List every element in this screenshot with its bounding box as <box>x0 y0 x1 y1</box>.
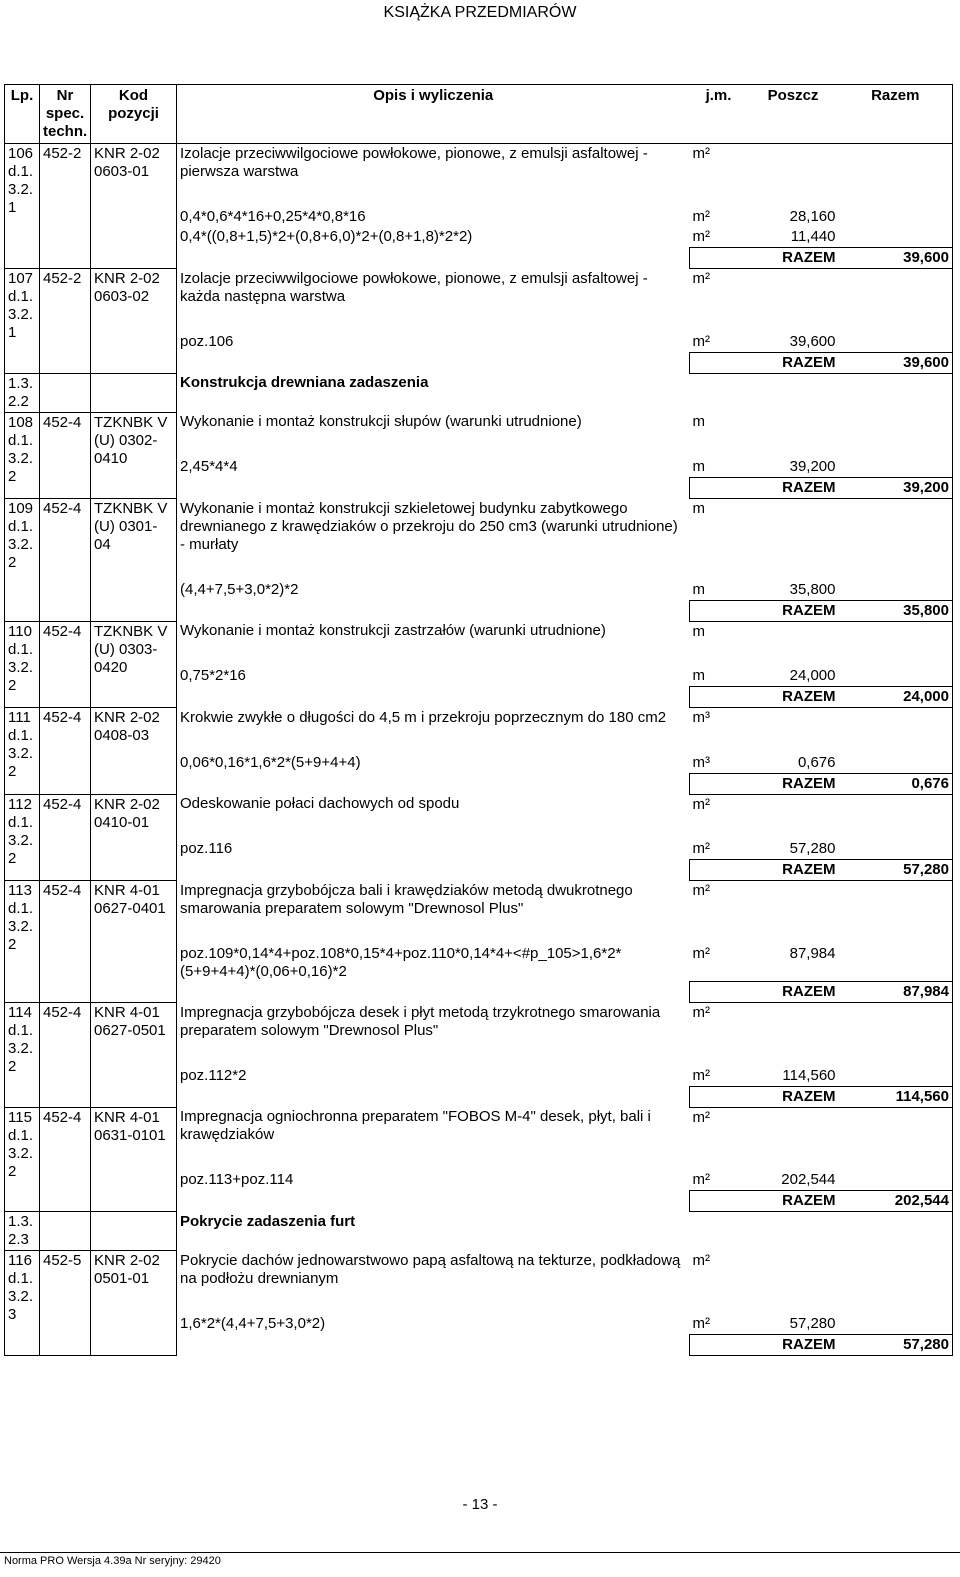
calc-unit: m <box>692 580 705 598</box>
calc-expression: (4,4+7,5+3,0*2)*2 <box>180 580 299 598</box>
software-footer: Norma PRO Wersja 4.39a Nr seryjny: 29420 <box>4 1555 221 1567</box>
calc-expression: poz.109*0,14*4+poz.108*0,15*4+poz.110*0,14*4+<#p_105>1,6*2*(5+9+4+4)*(0,06+0,16)*2 <box>180 944 622 980</box>
calc-expression: 0,06*0,16*1,6*2*(5+9+4+4) <box>180 753 361 771</box>
calc-value: 57,280 <box>789 1314 836 1332</box>
item-code: KNR 4-01 0627-0401 <box>91 881 177 1003</box>
item-spec: 452-4 <box>40 621 91 708</box>
item-total-empty <box>839 708 953 753</box>
razem-spacer <box>177 1086 690 1107</box>
item-spec: 452-2 <box>40 269 91 374</box>
item-spec: 452-4 <box>40 412 91 499</box>
razem-spacer <box>177 478 690 499</box>
calc-total-empty <box>839 580 953 601</box>
item-code: TZKNBK V (U) 0303-0420 <box>91 621 177 708</box>
razem-spacer <box>177 600 690 621</box>
section-qty-empty <box>748 1212 839 1251</box>
calc-unit: m² <box>692 228 710 245</box>
calc-value: 11,440 <box>790 228 836 245</box>
page-number: - 13 - <box>462 1496 498 1513</box>
item-lp: 107 d.1. 3.2. 1 <box>5 269 40 374</box>
section-code-empty <box>91 373 177 412</box>
item-spec: 452-4 <box>40 1003 91 1108</box>
calc-value: 0,676 <box>797 753 836 771</box>
item-unit: m <box>692 622 705 640</box>
section-lp: 1.3. 2.3 <box>5 1212 40 1251</box>
calc-expression: 0,4*0,6*4*16+0,25*4*0,8*16 <box>180 208 366 225</box>
calc-value: 24,000 <box>789 667 836 684</box>
calc-total-empty <box>839 1170 953 1191</box>
section-total-empty <box>839 373 953 412</box>
item-total-empty <box>839 1251 953 1314</box>
calc-total-empty <box>839 1314 953 1335</box>
item-qty-empty <box>748 269 839 332</box>
item-description: Wykonanie i montaż konstrukcji słupów (warunki utrudnione) <box>180 413 582 430</box>
section-unit-empty <box>690 1212 748 1251</box>
item-total-empty <box>839 1107 953 1170</box>
item-code: TZKNBK V (U) 0301-04 <box>91 499 177 622</box>
item-description: Izolacje przeciwwilgociowe powłokowe, pionowe, z emulsji asfaltowej - każda następna warstwa <box>180 269 648 305</box>
razem-spacer <box>177 1191 690 1212</box>
razem-spacer <box>177 860 690 881</box>
item-unit: m <box>692 500 705 517</box>
item-code: KNR 2-02 0410-01 <box>91 794 177 881</box>
calc-unit: m <box>692 458 705 475</box>
column-header-spec: Nr spec. techn. <box>40 85 91 144</box>
calc-total-empty <box>839 332 953 353</box>
column-header-lp: Lp. <box>5 85 40 144</box>
item-lp: 113 d.1. 3.2. 2 <box>5 881 40 1003</box>
calc-expression: poz.116 <box>180 840 233 857</box>
item-unit: m² <box>692 1108 710 1126</box>
calc-total-empty <box>839 839 953 860</box>
section-lp: 1.3. 2.2 <box>5 373 40 412</box>
column-header-total: Razem <box>839 85 953 144</box>
item-qty-empty <box>748 708 839 753</box>
razem-spacer <box>177 1334 690 1355</box>
table-row <box>5 881 953 944</box>
razem-label: RAZEM <box>690 1334 839 1355</box>
table-row <box>5 708 953 753</box>
razem-spacer <box>177 352 690 373</box>
item-total-empty <box>839 412 953 457</box>
item-unit: m² <box>692 1004 710 1021</box>
item-lp: 116 d.1. 3.2. 3 <box>5 1251 40 1356</box>
table-row <box>5 621 953 666</box>
calc-expression: poz.112*2 <box>180 1066 247 1084</box>
item-unit: m² <box>692 145 710 162</box>
section-code-empty <box>91 1212 177 1251</box>
calc-expression: 1,6*2*(4,4+7,5+3,0*2) <box>180 1314 326 1332</box>
item-description: Impregnacja grzybobójcza bali i krawędziaków metodą dwukrotnego smarowania preparatem solowym "Drewnosol Plus" <box>180 881 633 917</box>
razem-label: RAZEM <box>690 352 839 373</box>
calc-total-empty <box>839 457 953 478</box>
calc-unit: m² <box>692 1066 710 1084</box>
item-total-empty <box>839 1003 953 1066</box>
item-total-empty <box>839 499 953 580</box>
calc-unit: m² <box>692 208 710 225</box>
item-total-empty <box>839 144 953 208</box>
item-lp: 115 d.1. 3.2. 2 <box>5 1107 40 1212</box>
item-qty-empty <box>748 1251 839 1314</box>
calc-expression: poz.113+poz.114 <box>180 1171 294 1188</box>
section-row <box>5 1212 953 1251</box>
table-row <box>5 499 953 580</box>
item-lp: 110 d.1. 3.2. 2 <box>5 621 40 708</box>
item-qty-empty <box>748 499 839 580</box>
calc-unit: m² <box>692 1171 710 1188</box>
item-spec: 452-4 <box>40 1107 91 1212</box>
column-header-desc: Opis i wyliczenia <box>177 85 690 144</box>
calc-value: 87,984 <box>789 944 836 962</box>
item-unit: m² <box>692 795 710 813</box>
razem-value: 39,600 <box>839 352 953 373</box>
razem-value: 39,600 <box>839 248 953 269</box>
calc-value: 39,600 <box>789 332 836 350</box>
item-qty-empty <box>748 1107 839 1170</box>
item-qty-empty <box>748 1003 839 1066</box>
column-header-unit: j.m. <box>690 85 748 144</box>
razem-value: 57,280 <box>839 1334 953 1355</box>
calc-expression: 0,4*((0,8+1,5)*2+(0,8+6,0)*2+(0,8+1,8)*2*2) <box>180 228 473 245</box>
razem-label: RAZEM <box>690 860 839 881</box>
razem-label: RAZEM <box>690 600 839 621</box>
item-unit: m³ <box>692 709 710 726</box>
item-unit: m² <box>692 270 710 287</box>
item-code: KNR 2-02 0603-02 <box>91 269 177 374</box>
item-code: KNR 4-01 0627-0501 <box>91 1003 177 1108</box>
item-description: Impregnacja ogniochronna preparatem "FOBOS M-4" desek, płyt, bali i krawędziaków <box>180 1108 651 1143</box>
calc-unit: m² <box>692 944 710 962</box>
razem-label: RAZEM <box>690 982 839 1003</box>
calc-value: 57,280 <box>789 840 836 857</box>
item-code: KNR 2-02 0501-01 <box>91 1251 177 1356</box>
razem-label: RAZEM <box>690 248 839 269</box>
item-spec: 452-5 <box>40 1251 91 1356</box>
table-row <box>5 1251 953 1314</box>
calc-total-empty <box>839 227 953 248</box>
table-row <box>5 794 953 839</box>
column-header-code: Kod pozycji <box>91 85 177 144</box>
item-spec: 452-4 <box>40 794 91 881</box>
item-lp: 114 d.1. 3.2. 2 <box>5 1003 40 1108</box>
calc-expression: 2,45*4*4 <box>180 458 238 475</box>
item-spec: 452-4 <box>40 499 91 622</box>
item-description: Krokwie zwykłe o długości do 4,5 m i przekroju poprzecznym do 180 cm2 <box>180 708 667 726</box>
item-description: Pokrycie dachów jednowarstwowo papą asfaltową na tekturze, podkładową na podłożu drewnianym <box>180 1251 681 1287</box>
section-title: Pokrycie zadaszenia furt <box>180 1212 356 1230</box>
razem-label: RAZEM <box>690 1086 839 1107</box>
razem-value: 202,544 <box>839 1191 953 1212</box>
item-spec: 452-4 <box>40 708 91 795</box>
calc-value: 28,160 <box>789 208 836 225</box>
calc-total-empty <box>839 944 953 982</box>
calc-unit: m <box>692 667 705 684</box>
item-qty-empty <box>748 144 839 208</box>
razem-value: 39,200 <box>839 478 953 499</box>
item-unit: m² <box>692 882 710 899</box>
calc-total-empty <box>839 666 953 687</box>
razem-spacer <box>177 773 690 794</box>
calc-value: 202,544 <box>781 1171 836 1188</box>
item-qty-empty <box>748 412 839 457</box>
razem-label: RAZEM <box>690 687 839 708</box>
item-description: Wykonanie i montaż konstrukcji szkieletowej budynku zabytkowego drewnianego z krawędziaków o przekroju do 250 cm3 (warunki utrudnione) - murłaty <box>180 499 678 553</box>
calc-unit: m³ <box>692 753 710 771</box>
calc-expression: poz.106 <box>180 332 234 350</box>
item-spec: 452-4 <box>40 881 91 1003</box>
item-description: Izolacje przeciwwilgociowe powłokowe, pionowe, z emulsji asfaltowej - pierwsza warstwa <box>180 145 648 180</box>
item-total-empty <box>839 794 953 839</box>
item-lp: 109 d.1. 3.2. 2 <box>5 499 40 622</box>
calc-unit: m² <box>692 332 710 350</box>
item-total-empty <box>839 881 953 944</box>
item-lp: 106 d.1. 3.2. 1 <box>5 144 40 269</box>
item-lp: 108 d.1. 3.2. 2 <box>5 412 40 499</box>
razem-value: 35,800 <box>839 600 953 621</box>
calc-value: 35,800 <box>789 580 836 598</box>
razem-spacer <box>177 687 690 708</box>
column-header-qty: Poszcz <box>748 85 839 144</box>
razem-label: RAZEM <box>690 478 839 499</box>
item-code: TZKNBK V (U) 0302-0410 <box>91 412 177 499</box>
item-qty-empty <box>748 794 839 839</box>
calc-total-empty <box>839 207 953 227</box>
razem-value: 57,280 <box>839 860 953 881</box>
item-total-empty <box>839 269 953 332</box>
calc-total-empty <box>839 1066 953 1087</box>
item-total-empty <box>839 621 953 666</box>
table-row <box>5 1107 953 1170</box>
table-row <box>5 1003 953 1066</box>
calc-unit: m² <box>692 840 710 857</box>
page-header-title: KSIĄŻKA PRZEDMIARÓW <box>383 4 577 21</box>
section-spec-empty <box>40 373 91 412</box>
item-code: KNR 4-01 0631-0101 <box>91 1107 177 1212</box>
section-title: Konstrukcja drewniana zadaszenia <box>180 374 429 391</box>
item-unit: m² <box>692 1251 710 1269</box>
table-header-row <box>5 85 953 144</box>
item-description: Odeskowanie połaci dachowych od spodu <box>180 795 460 812</box>
calc-value: 114,560 <box>782 1066 836 1084</box>
table-row <box>5 269 953 332</box>
razem-value: 87,984 <box>839 982 953 1003</box>
item-qty-empty <box>748 881 839 944</box>
razem-spacer <box>177 248 690 269</box>
item-lp: 112 d.1. 3.2. 2 <box>5 794 40 881</box>
table-row <box>5 412 953 457</box>
item-description: Wykonanie i montaż konstrukcji zastrzałów (warunki utrudnione) <box>180 622 606 639</box>
section-row <box>5 373 953 412</box>
calc-total-empty <box>839 753 953 774</box>
razem-value: 0,676 <box>839 773 953 794</box>
calc-value: 39,200 <box>789 458 836 475</box>
razem-label: RAZEM <box>690 1191 839 1212</box>
razem-label: RAZEM <box>690 773 839 794</box>
item-description: Impregnacja grzybobójcza desek i płyt metodą trzykrotnego smarowania preparatem solowym "Drewnosol Plus" <box>180 1003 661 1039</box>
section-unit-empty <box>690 373 748 412</box>
estimate-table <box>4 84 953 1356</box>
item-code: KNR 2-02 0408-03 <box>91 708 177 795</box>
calc-expression: 0,75*2*16 <box>180 667 246 684</box>
footer-divider <box>0 1552 960 1553</box>
item-spec: 452-2 <box>40 144 91 269</box>
section-total-empty <box>839 1212 953 1251</box>
table-row <box>5 144 953 208</box>
section-spec-empty <box>40 1212 91 1251</box>
section-qty-empty <box>748 373 839 412</box>
item-qty-empty <box>748 621 839 666</box>
item-lp: 111 d.1. 3.2. 2 <box>5 708 40 795</box>
razem-value: 24,000 <box>839 687 953 708</box>
razem-spacer <box>177 982 690 1003</box>
item-code: KNR 2-02 0603-01 <box>91 144 177 269</box>
calc-unit: m² <box>692 1314 710 1332</box>
razem-value: 114,560 <box>839 1086 953 1107</box>
item-unit: m <box>692 413 705 430</box>
